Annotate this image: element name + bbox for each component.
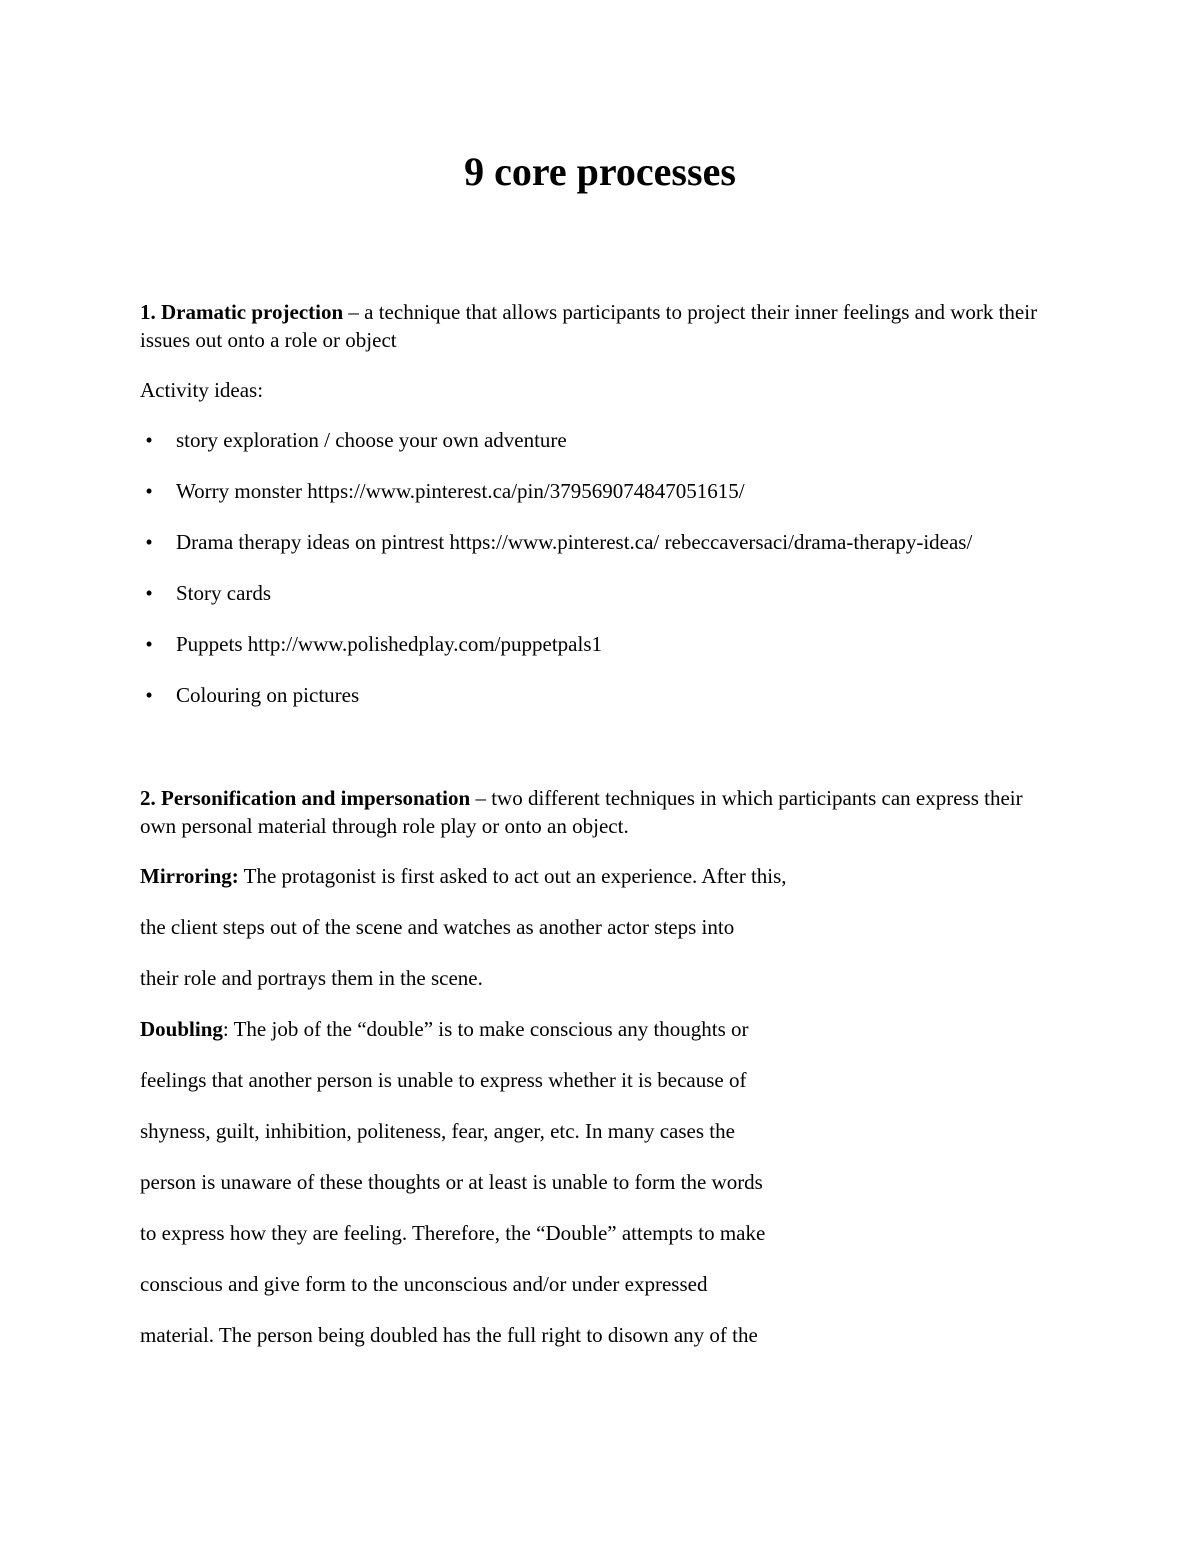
bullet-icon: • [145, 581, 153, 605]
mirroring-label: Mirroring: [140, 864, 239, 888]
list-item: • Story cards [140, 579, 1055, 607]
doubling-line: conscious and give form to the unconscious and/or under expressed [140, 1272, 708, 1296]
mirroring-line: their role and portrays them in the scene. [140, 966, 483, 990]
list-item: • Puppets http://www.polishedplay.com/puppetpals1 [140, 630, 1055, 658]
list-item: • Worry monster https://www.pinterest.ca/pin/379569074847051615/ [140, 477, 1055, 505]
section-2-intro [140, 784, 1055, 840]
doubling-line: to express how they are feeling. Therefore, the “Double” attempts to make [140, 1221, 766, 1245]
activity-ideas-label: Activity ideas: [140, 378, 264, 402]
list-item: • Drama therapy ideas on pintrest https://www.pinterest.ca/ rebeccaversaci/drama-therapy-ideas/ [140, 528, 1055, 556]
page-title: 9 core processes [464, 149, 736, 194]
list-item: • Colouring on pictures [140, 681, 1055, 709]
section-1-heading: Dramatic projection [161, 300, 344, 324]
bullet-icon: • [145, 479, 153, 503]
list-item: • story exploration / choose your own adventure [140, 426, 1055, 454]
activity-ideas-list [140, 426, 1055, 709]
section-2-description: – two different techniques in which participants can express their own personal material through role play or onto an object. [140, 786, 1023, 838]
document-body [140, 298, 1055, 1372]
bullet-icon: • [145, 530, 153, 554]
section-2-heading: Personification and impersonation [161, 786, 471, 810]
section-2-number: 2. [140, 786, 156, 810]
doubling-line: shyness, guilt, inhibition, politeness, fear, anger, etc. In many cases the [140, 1119, 735, 1143]
doubling-label: Doubling [140, 1017, 223, 1041]
doubling-line: Doubling: The job of the “double” is to make conscious any thoughts or [140, 1017, 749, 1041]
doubling-line: feelings that another person is unable to express whether it is because of [140, 1068, 747, 1092]
section-1-description: – a technique that allows participants to project their inner feelings and work their issues out onto a role or object [140, 300, 1038, 352]
doubling-line: material. The person being doubled has the full right to disown any of the [140, 1323, 758, 1347]
section-1-intro [140, 298, 1055, 354]
mirroring-line: the client steps out of the scene and watches as another actor steps into [140, 915, 735, 939]
bullet-icon: • [145, 428, 153, 452]
bullet-icon: • [145, 632, 153, 656]
mirroring-line: Mirroring: The protagonist is first asked to act out an experience. After this, [140, 864, 787, 888]
section-1-number: 1. [140, 300, 156, 324]
doubling-line: person is unaware of these thoughts or at least is unable to form the words [140, 1170, 763, 1194]
bullet-icon: • [145, 683, 153, 707]
